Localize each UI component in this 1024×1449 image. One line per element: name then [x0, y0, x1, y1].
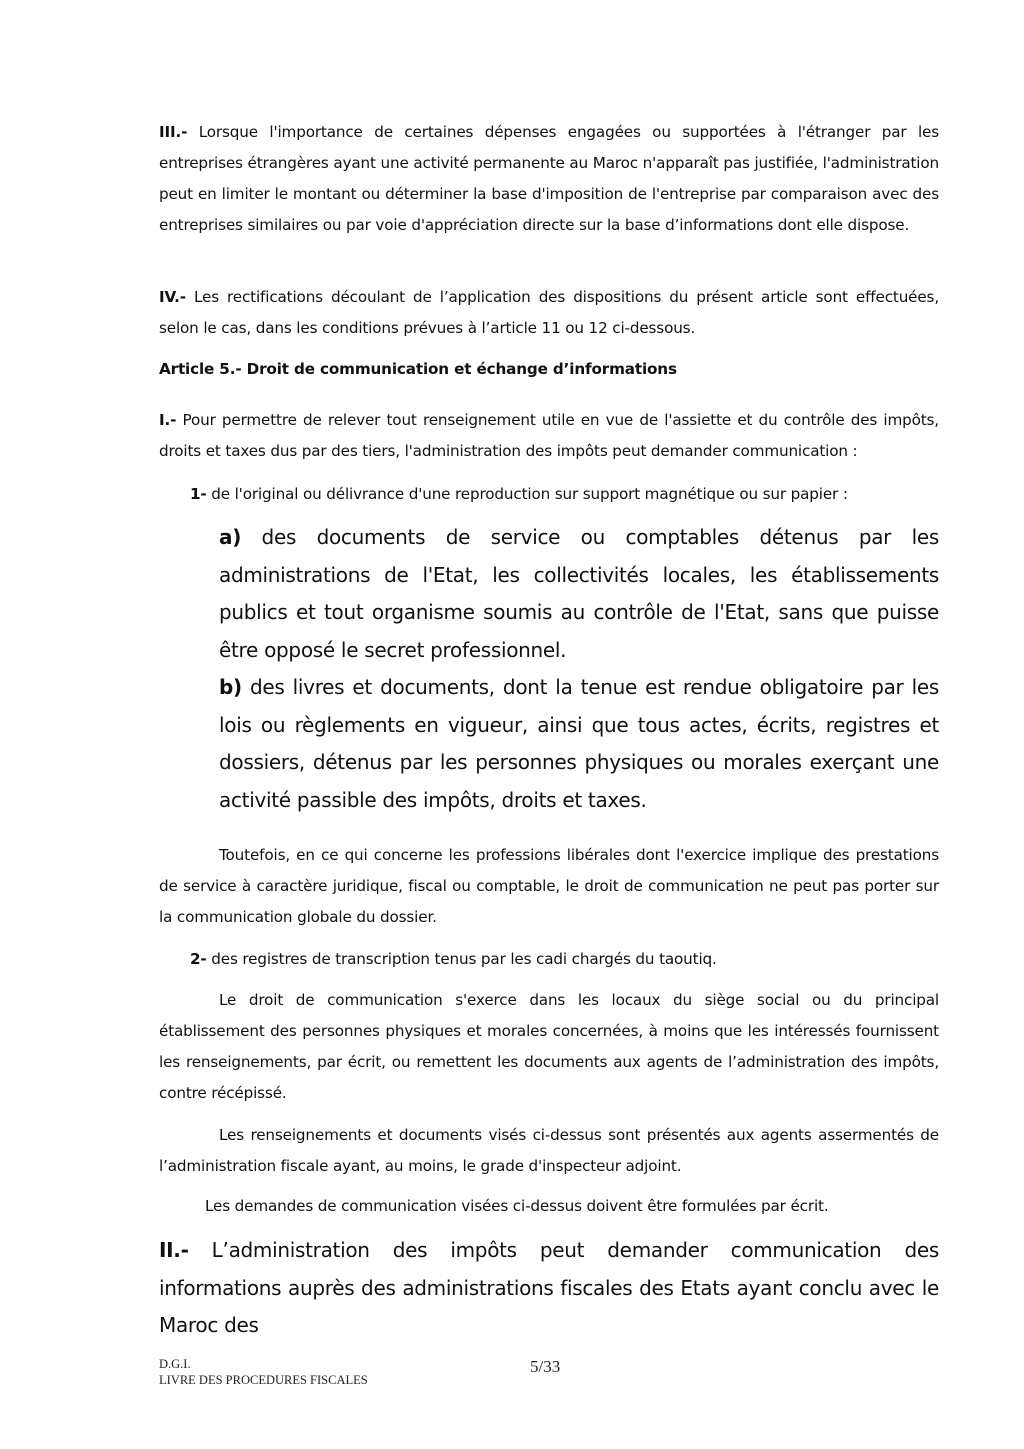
paragraph-droit-communication: Le droit de communication s'exerce dans les locaux du siège social ou du principal établissement des personnes physiques et morales concernées, à moins que les intéressés fournissent les renseignements, par écrit, ou remettent les documents aux agents de l’administration des impôts, contre récépissé. — [159, 991, 939, 1102]
paragraph-toutefois: Toutefois, en ce qui concerne les professions libérales dont l'exercice implique des prestations de service à caractère juridique, fiscal ou comptable, le droit de communication ne peut pas porter sur la communication globale du dossier. — [159, 846, 939, 926]
footer-left — [159, 1356, 368, 1388]
section-IV-text: Les rectifications découlant de l’application des dispositions du présent article sont effectuées, selon le cas, dans les conditions prévues à l’article 11 ou 12 ci-dessous. — [159, 288, 939, 337]
article-5-heading: Article 5.- Droit de communication et échange d’informations — [159, 360, 677, 378]
section-III-paragraph — [159, 117, 939, 241]
section-I-text: Pour permettre de relever tout renseignement utile en vue de l'assiette et du contrôle des impôts, droits et taxes dus par des tiers, l'administration des impôts peut demander communication : — [159, 411, 939, 460]
page-number: 5/33 — [530, 1357, 561, 1376]
item-a-text: des documents de service ou comptables détenus par les administrations de l'Etat, les collectivités locales, les établissements publics et tout organisme soumis au contrôle de l'Etat, sans que puisse être opposé le secret professionnel. — [219, 525, 939, 662]
section-II-label: II.- — [159, 1238, 189, 1262]
section-I-paragraph — [159, 405, 939, 467]
item-a-label: a) — [219, 525, 242, 549]
item-2 — [190, 944, 939, 975]
footer-org: D.G.I. — [159, 1357, 191, 1371]
item-2-label: 2- — [190, 950, 207, 968]
section-II-paragraph — [159, 1232, 939, 1345]
section-IV-label: IV.- — [159, 288, 186, 306]
item-b-label: b) — [219, 675, 242, 699]
item-1-label: 1- — [190, 485, 207, 503]
item-1-text: de l'original ou délivrance d'une reproduction sur support magnétique ou sur papier : — [206, 485, 848, 503]
item-a — [219, 519, 939, 669]
paragraph-renseignements: Les renseignements et documents visés ci-dessus sont présentés aux agents assermentés de l’administration fiscale ayant, au moins, le grade d'inspecteur adjoint. — [159, 1126, 939, 1175]
footer-book-title: LIVRE DES PROCEDURES FISCALES — [159, 1373, 368, 1387]
section-III-text: Lorsque l'importance de certaines dépenses engagées ou supportées à l'étranger par les entreprises étrangères ayant une activité permanente au Maroc n'apparaît pas justifiée, l'administration peut en limiter le montant ou déterminer la base d'imposition de l'entreprise par comparaison avec des entreprises similaires ou par voie d'appréciation directe sur la base d’informations dont elle dispose. — [159, 123, 939, 234]
section-I-label: I.- — [159, 411, 177, 429]
item-b — [219, 669, 939, 819]
item-1 — [190, 479, 939, 510]
section-IV-paragraph — [159, 282, 939, 344]
paragraph-demandes: Les demandes de communication visées ci-dessus doivent être formulées par écrit. — [205, 1197, 829, 1215]
item-b-text: des livres et documents, dont la tenue est rendue obligatoire par les lois ou règlements en vigueur, ainsi que tous actes, écrits, registres et dossiers, détenus par les personnes physiques ou morales exerçant une activité passible des impôts, droits et taxes. — [219, 675, 939, 812]
section-II-text: L’administration des impôts peut demander communication des informations auprès des administrations fiscales des Etats ayant conclu avec le Maroc des — [159, 1238, 939, 1337]
item-2-text: des registres de transcription tenus par les cadi chargés du taoutiq. — [206, 950, 717, 968]
section-III-label: III.- — [159, 123, 188, 141]
